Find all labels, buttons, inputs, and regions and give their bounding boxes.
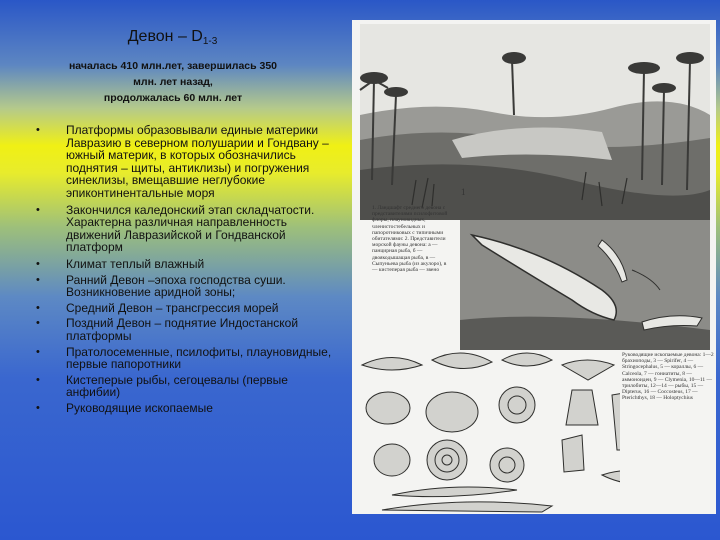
bullet-item: • Поздний Девон – поднятие Индостанской платформы xyxy=(36,317,336,342)
subtitle-line-2: млн. лет назад, xyxy=(133,76,213,88)
figure-number: 1 xyxy=(461,187,466,197)
bullet-item: • Пратолосеменные, псилофиты, плауновидные, первые папоротники xyxy=(36,346,336,371)
caption-landscape: 1. Ландшафт среднего девона с представителями псилофитовой флоры, плауновидных, членистостебельных и папоротниковых с типичными обитателями: 2. Представители морской фауны девона: а — панцирная рыба, б — двоякодышащая рыба, в — Сыпуньева рыба (из акулоро), в — кистеперая рыба — звено xyxy=(372,205,448,274)
subtitle-line-3: продолжалась 60 млн. лет xyxy=(103,92,243,104)
title-main: Девон – D xyxy=(127,28,203,45)
fossils-area xyxy=(362,353,657,512)
slide-title xyxy=(0,28,345,47)
bullet-item: • Платформы образовывали единые материки Лавразию в северном полушарии и Гондвану – южный материк, в которых обозначились поднятия – щиты, антиклизы) и погружения синеклизы, вмещавшие неглубокие эпиконтинентальные моря xyxy=(36,124,336,200)
bullet-item: • Кистеперые рыбы, сегоцевалы (первые анфибии) xyxy=(36,374,336,399)
bullet-item: • Ранний Девон –эпоха господства суши. Возникновение аридной зоны; xyxy=(36,274,336,299)
bullet-item: • Средний Девон – трансгрессия морей xyxy=(36,302,336,315)
landscape-scene xyxy=(360,24,710,220)
bullet-item: • Климат теплый влажный xyxy=(36,258,336,271)
bullet-item: • Закончился каледонский этап складчатости. Характерна различная направленность движений Лавразийской и Гондванской платформ xyxy=(36,204,336,254)
title-subscript: 1-3 xyxy=(202,36,218,47)
bullet-item: • Руководящие ископаемые xyxy=(36,402,336,415)
subtitle-line-1: началась 410 млн.лет, завершилась 350 xyxy=(68,60,278,72)
caption-fossils: Руководящие ископаемые девона: 1—2 брахиоподы, 3 — Spirifer, 4 — Stringocephalus, 5 — кораллы, 6 — Calceola, 7 — гониатиты, 8 — аммоноидеи, 9 — Clymenia, 10—11 — трилобиты, 12—14 — рыбы, 15 — Dipterus, 16 — Coccosteus, 17 — Pterichthys, 18 — Holoptychius xyxy=(622,352,714,402)
marine-scene xyxy=(460,220,710,350)
slide-subtitle xyxy=(48,58,298,106)
bullet-list xyxy=(36,124,336,414)
